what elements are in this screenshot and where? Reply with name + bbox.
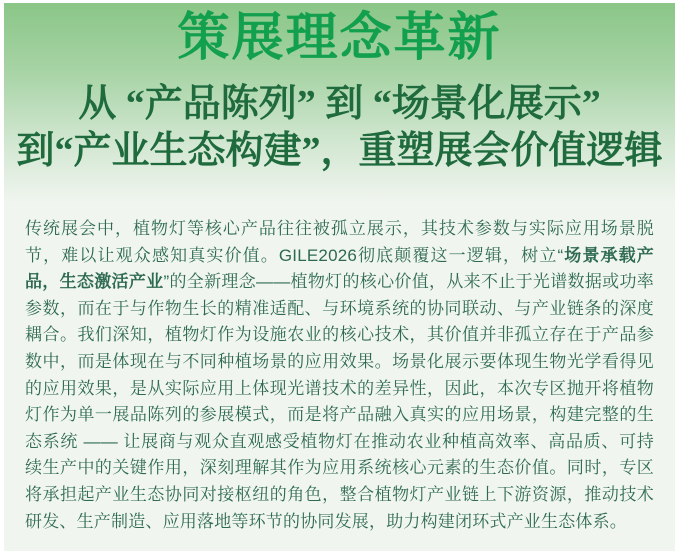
page-subtitle-line1: 从 “产品陈列” 到 “场景化展示” (78, 83, 601, 125)
paragraph-segment-1: 传统展会中，植物灯等核心产品往往被孤立展示，其技术参数与实际应用场景脱节，难以让观众感知真实价值。GILE2026彻底颠覆这一逻辑，树立“ (25, 219, 654, 265)
paragraph-segment-2: ”的全新理念——植物灯的核心价值，从来不止于光谱数据或功率参数，而在于与作物生长的精准适配、与环境系统的协同联动、与产业链条的深度耦合。我们深知，植物灯作为设施农业的核心技术，其价值并非孤立存在于产品参数中，而是体现在与不同种植场景的应用效果。场景化展示要体现生物光学看得见的应用效果，是从实际应用上体现光谱技术的差异性，因此，本次专区抛开将植物灯作为单一展品陈列的参展模式，而是将产品融入真实的应用场景，构建完整的生态系统 —— 让展商与观众直观感受植物灯在推动农业种植高效率、高品质、可持续生产中的关键作用，深刻理解其作为应用系统核心元素的生态价值。同时，专区将承担起产业生态协同对接枢纽的角色，整合植物灯产业链上下游资源，推动技术研发、生产制造、应用落地等环节的协同发展，助力构建闭环式产业生态体系。 (25, 272, 654, 531)
page-subtitle-line2: 到“产业生态构建”，重塑展会价值逻辑 (16, 130, 663, 172)
page-title: 策展理念革新 (177, 10, 502, 67)
body-paragraph (25, 216, 654, 535)
hero-header (4, 3, 675, 203)
paragraph-bold-phrase: 场景承载产品，生态激活产业 (25, 245, 655, 292)
page-subtitle (4, 81, 675, 175)
article-body (4, 203, 675, 535)
